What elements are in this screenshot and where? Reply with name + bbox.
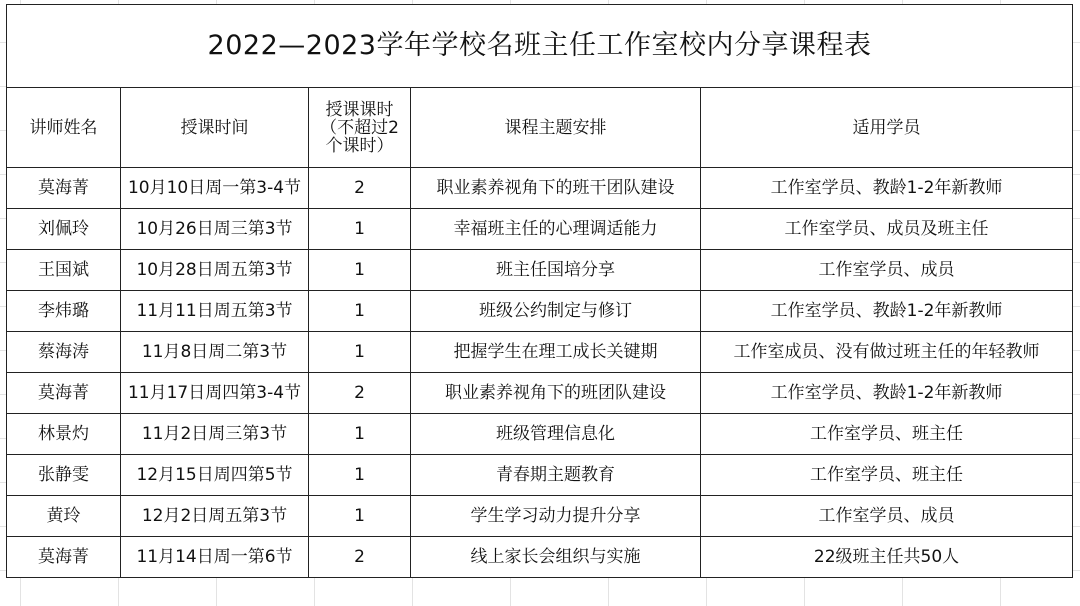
header-teacher[interactable]: 讲师姓名	[7, 88, 121, 168]
table-row	[7, 332, 1073, 373]
cell-hours[interactable]: 1	[309, 209, 411, 250]
table-row	[7, 373, 1073, 414]
cell-topic[interactable]: 学生学习动力提升分享	[411, 496, 701, 537]
cell-time[interactable]: 10月28日周五第3节	[121, 250, 309, 291]
cell-hours[interactable]: 2	[309, 373, 411, 414]
header-hours[interactable]: 授课课时（不超过2个课时）	[309, 88, 411, 168]
cell-hours[interactable]: 1	[309, 455, 411, 496]
cell-target[interactable]: 工作室学员、教龄1-2年新教师	[701, 291, 1073, 332]
cell-hours[interactable]: 1	[309, 332, 411, 373]
cell-target[interactable]: 工作室学员、成员	[701, 250, 1073, 291]
header-topic[interactable]: 课程主题安排	[411, 88, 701, 168]
cell-topic[interactable]: 班级管理信息化	[411, 414, 701, 455]
table-row	[7, 209, 1073, 250]
table-row	[7, 414, 1073, 455]
course-schedule-table	[6, 4, 1073, 578]
cell-hours[interactable]: 2	[309, 168, 411, 209]
header-target[interactable]: 适用学员	[701, 88, 1073, 168]
cell-teacher[interactable]: 王国斌	[7, 250, 121, 291]
cell-teacher[interactable]: 黄玲	[7, 496, 121, 537]
table-row	[7, 168, 1073, 209]
cell-hours[interactable]: 1	[309, 250, 411, 291]
cell-time[interactable]: 12月2日周五第3节	[121, 496, 309, 537]
cell-topic[interactable]: 线上家长会组织与实施	[411, 537, 701, 578]
cell-teacher[interactable]: 莫海菁	[7, 168, 121, 209]
cell-teacher[interactable]: 张静雯	[7, 455, 121, 496]
header-row	[7, 88, 1073, 168]
cell-time[interactable]: 11月8日周二第3节	[121, 332, 309, 373]
cell-topic[interactable]: 职业素养视角下的班团队建设	[411, 373, 701, 414]
cell-topic[interactable]: 幸福班主任的心理调适能力	[411, 209, 701, 250]
cell-teacher[interactable]: 莫海菁	[7, 537, 121, 578]
cell-time[interactable]: 12月15日周四第5节	[121, 455, 309, 496]
table-row	[7, 291, 1073, 332]
cell-time[interactable]: 11月2日周三第3节	[121, 414, 309, 455]
cell-topic[interactable]: 班级公约制定与修订	[411, 291, 701, 332]
cell-hours[interactable]: 1	[309, 496, 411, 537]
title-row	[7, 5, 1073, 88]
table-row	[7, 537, 1073, 578]
cell-target[interactable]: 工作室学员、教龄1-2年新教师	[701, 373, 1073, 414]
cell-time[interactable]: 10月26日周三第3节	[121, 209, 309, 250]
cell-teacher[interactable]: 蔡海涛	[7, 332, 121, 373]
cell-target[interactable]: 工作室成员、没有做过班主任的年轻教师	[701, 332, 1073, 373]
cell-topic[interactable]: 职业素养视角下的班干团队建设	[411, 168, 701, 209]
cell-target[interactable]: 工作室学员、班主任	[701, 455, 1073, 496]
cell-topic[interactable]: 青春期主题教育	[411, 455, 701, 496]
table-row	[7, 455, 1073, 496]
cell-topic[interactable]: 把握学生在理工成长关键期	[411, 332, 701, 373]
header-time[interactable]: 授课时间	[121, 88, 309, 168]
cell-target[interactable]: 工作室学员、成员及班主任	[701, 209, 1073, 250]
cell-teacher[interactable]: 林景灼	[7, 414, 121, 455]
cell-time[interactable]: 11月14日周一第6节	[121, 537, 309, 578]
cell-time[interactable]: 10月10日周一第3-4节	[121, 168, 309, 209]
table-row	[7, 250, 1073, 291]
cell-target[interactable]: 工作室学员、教龄1-2年新教师	[701, 168, 1073, 209]
cell-time[interactable]: 11月11日周五第3节	[121, 291, 309, 332]
table-row	[7, 496, 1073, 537]
cell-teacher[interactable]: 李炜璐	[7, 291, 121, 332]
cell-target[interactable]: 22级班主任共50人	[701, 537, 1073, 578]
cell-target[interactable]: 工作室学员、成员	[701, 496, 1073, 537]
cell-hours[interactable]: 1	[309, 291, 411, 332]
cell-target[interactable]: 工作室学员、班主任	[701, 414, 1073, 455]
cell-teacher[interactable]: 莫海菁	[7, 373, 121, 414]
cell-hours[interactable]: 1	[309, 414, 411, 455]
cell-time[interactable]: 11月17日周四第3-4节	[121, 373, 309, 414]
cell-teacher[interactable]: 刘佩玲	[7, 209, 121, 250]
table-title[interactable]: 2022—2023学年学校名班主任工作室校内分享课程表	[7, 5, 1073, 88]
cell-topic[interactable]: 班主任国培分享	[411, 250, 701, 291]
cell-hours[interactable]: 2	[309, 537, 411, 578]
